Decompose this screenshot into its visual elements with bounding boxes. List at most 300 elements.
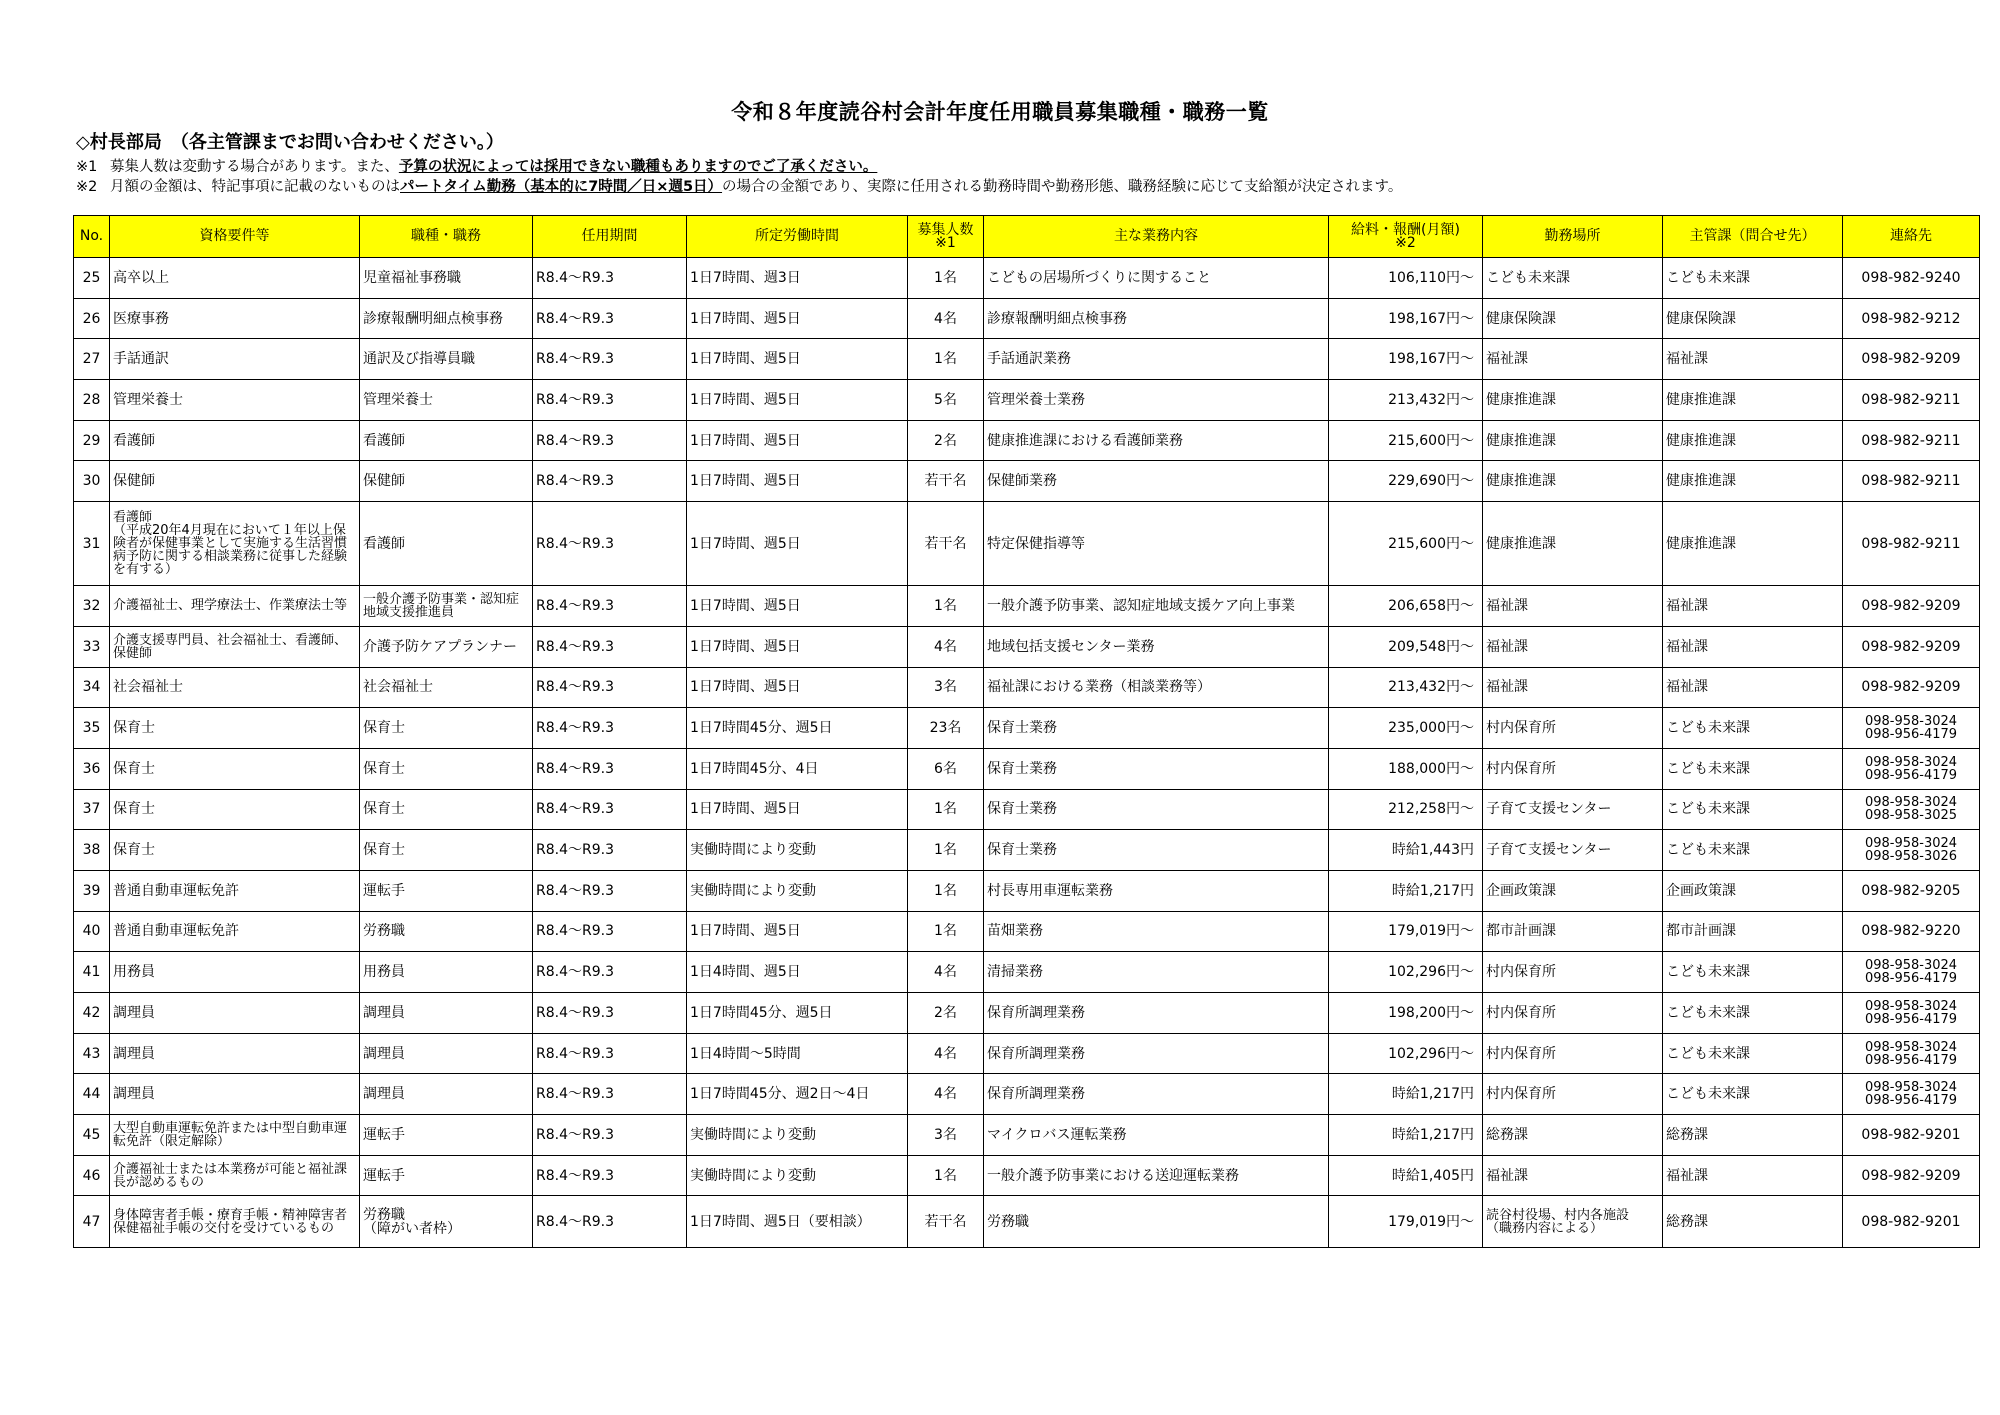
cell-contact: 098-958-3024 098-956-4179	[1843, 708, 1980, 749]
cell-period: R8.4～R9.3	[533, 258, 687, 299]
cell-count: 2名	[908, 993, 984, 1034]
cell-period: R8.4～R9.3	[533, 586, 687, 627]
cell-place: 村内保育所	[1483, 748, 1663, 789]
cell-job: 用務員	[360, 952, 533, 993]
cell-contact: 098-982-9201	[1843, 1196, 1980, 1248]
cell-contact: 098-982-9211	[1843, 380, 1980, 421]
cell-place: 総務課	[1483, 1115, 1663, 1156]
note-2-mark: ※2	[76, 179, 98, 195]
note-1	[76, 155, 877, 176]
cell-contact: 098-982-9209	[1843, 586, 1980, 627]
cell-duties: 福祉課における業務（相談業務等）	[984, 667, 1329, 708]
cell-count: 1名	[908, 586, 984, 627]
table-row	[74, 298, 1980, 339]
cell-no: 39	[74, 870, 110, 911]
table-row	[74, 626, 1980, 667]
cell-qualification: 調理員	[110, 1074, 360, 1115]
cell-no: 28	[74, 380, 110, 421]
cell-dept: こども未来課	[1663, 993, 1843, 1034]
cell-job: 運転手	[360, 1115, 533, 1156]
cell-duties: 保育士業務	[984, 708, 1329, 749]
cell-qualification: 看護師	[110, 420, 360, 461]
cell-duties: 健康推進課における看護師業務	[984, 420, 1329, 461]
cell-hours: 1日7時間45分、週5日	[687, 708, 908, 749]
table-row	[74, 870, 1980, 911]
table-row	[74, 667, 1980, 708]
table-row	[74, 339, 1980, 380]
cell-no: 44	[74, 1074, 110, 1115]
cell-qualification: 身体障害者手帳・療育手帳・精神障害者保健福祉手帳の交付を受けているもの	[110, 1196, 360, 1248]
cell-no: 36	[74, 748, 110, 789]
cell-hours: 1日7時間、週3日	[687, 258, 908, 299]
table-row	[74, 830, 1980, 871]
table-row	[74, 1115, 1980, 1156]
cell-period: R8.4～R9.3	[533, 911, 687, 952]
cell-pay: 時給1,443円	[1329, 830, 1483, 871]
cell-contact: 098-958-3024 098-958-3026	[1843, 830, 1980, 871]
header-place: 勤務場所	[1483, 216, 1663, 258]
cell-period: R8.4～R9.3	[533, 748, 687, 789]
cell-job: 一般介護予防事業・認知症地域支援推進員	[360, 586, 533, 627]
cell-place: 健康推進課	[1483, 380, 1663, 421]
cell-period: R8.4～R9.3	[533, 1033, 687, 1074]
cell-period: R8.4～R9.3	[533, 626, 687, 667]
cell-pay: 時給1,217円	[1329, 1074, 1483, 1115]
cell-count: 3名	[908, 667, 984, 708]
cell-dept: 福祉課	[1663, 339, 1843, 380]
cell-qualification: 管理栄養士	[110, 380, 360, 421]
table-body	[74, 258, 1980, 1248]
cell-hours: 1日4時間～5時間	[687, 1033, 908, 1074]
cell-job: 管理栄養士	[360, 380, 533, 421]
cell-contact: 098-982-9209	[1843, 626, 1980, 667]
cell-duties: 特定保健指導等	[984, 502, 1329, 586]
cell-job: 看護師	[360, 502, 533, 586]
cell-dept: こども未来課	[1663, 789, 1843, 830]
cell-contact: 098-982-9211	[1843, 502, 1980, 586]
cell-count: 若干名	[908, 1196, 984, 1248]
cell-count: 1名	[908, 339, 984, 380]
cell-pay: 179,019円～	[1329, 911, 1483, 952]
cell-qualification: 介護支援専門員、社会福祉士、看護師、保健師	[110, 626, 360, 667]
cell-count: 1名	[908, 870, 984, 911]
table-row	[74, 1033, 1980, 1074]
cell-qualification: 看護師 （平成20年4月現在において１年以上保険者が保健事業として実施する生活習慣病予防に関する相談業務に従事した経験を有する）	[110, 502, 360, 586]
cell-no: 42	[74, 993, 110, 1034]
cell-count: 1名	[908, 1155, 984, 1196]
cell-job: 診療報酬明細点検事務	[360, 298, 533, 339]
cell-count: 5名	[908, 380, 984, 421]
table-row	[74, 461, 1980, 502]
cell-no: 47	[74, 1196, 110, 1248]
cell-job: 保育士	[360, 708, 533, 749]
cell-period: R8.4～R9.3	[533, 1074, 687, 1115]
table-row	[74, 586, 1980, 627]
cell-dept: 福祉課	[1663, 1155, 1843, 1196]
table-row	[74, 380, 1980, 421]
cell-job: 運転手	[360, 870, 533, 911]
cell-dept: こども未来課	[1663, 258, 1843, 299]
cell-pay: 212,258円～	[1329, 789, 1483, 830]
cell-dept: 健康推進課	[1663, 380, 1843, 421]
cell-pay: 198,167円～	[1329, 298, 1483, 339]
cell-pay: 時給1,405円	[1329, 1155, 1483, 1196]
cell-qualification: 保健師	[110, 461, 360, 502]
cell-period: R8.4～R9.3	[533, 830, 687, 871]
cell-hours: 1日7時間、週5日	[687, 789, 908, 830]
note-2-text-b: の場合の金額であり、実際に任用される勤務時間や勤務形態、職務経験に応じて支給額が決定されます。	[722, 179, 1403, 195]
cell-count: 1名	[908, 258, 984, 299]
cell-period: R8.4～R9.3	[533, 1115, 687, 1156]
cell-no: 30	[74, 461, 110, 502]
cell-contact: 098-982-9209	[1843, 339, 1980, 380]
cell-no: 31	[74, 502, 110, 586]
cell-place: 福祉課	[1483, 626, 1663, 667]
cell-place: 福祉課	[1483, 1155, 1663, 1196]
header-hours: 所定労働時間	[687, 216, 908, 258]
cell-period: R8.4～R9.3	[533, 1155, 687, 1196]
cell-qualification: 保育士	[110, 830, 360, 871]
cell-dept: こども未来課	[1663, 748, 1843, 789]
cell-qualification: 普通自動車運転免許	[110, 870, 360, 911]
cell-job: 調理員	[360, 1074, 533, 1115]
cell-count: 4名	[908, 298, 984, 339]
cell-place: 子育て支援センター	[1483, 830, 1663, 871]
table-row	[74, 1155, 1980, 1196]
cell-dept: 総務課	[1663, 1196, 1843, 1248]
cell-pay: 215,600円～	[1329, 502, 1483, 586]
cell-job: 看護師	[360, 420, 533, 461]
cell-count: 1名	[908, 830, 984, 871]
cell-pay: 215,600円～	[1329, 420, 1483, 461]
header-count: 募集人数 ※1	[908, 216, 984, 258]
cell-contact: 098-982-9211	[1843, 420, 1980, 461]
cell-job: 調理員	[360, 1033, 533, 1074]
cell-job: 介護予防ケアプランナー	[360, 626, 533, 667]
cell-hours: 実働時間により変動	[687, 830, 908, 871]
cell-no: 37	[74, 789, 110, 830]
cell-period: R8.4～R9.3	[533, 708, 687, 749]
cell-place: 福祉課	[1483, 667, 1663, 708]
cell-count: 23名	[908, 708, 984, 749]
cell-contact: 098-958-3024 098-958-3025	[1843, 789, 1980, 830]
cell-contact: 098-982-9240	[1843, 258, 1980, 299]
cell-count: 若干名	[908, 502, 984, 586]
cell-contact: 098-982-9209	[1843, 667, 1980, 708]
cell-dept: 企画政策課	[1663, 870, 1843, 911]
table-row	[74, 748, 1980, 789]
cell-count: 1名	[908, 789, 984, 830]
cell-period: R8.4～R9.3	[533, 789, 687, 830]
cell-period: R8.4～R9.3	[533, 380, 687, 421]
table-row	[74, 952, 1980, 993]
cell-qualification: 医療事務	[110, 298, 360, 339]
cell-period: R8.4～R9.3	[533, 952, 687, 993]
cell-qualification: 保育士	[110, 789, 360, 830]
table-row	[74, 1196, 1980, 1248]
cell-hours: 1日7時間、週5日	[687, 339, 908, 380]
cell-hours: 実働時間により変動	[687, 870, 908, 911]
cell-period: R8.4～R9.3	[533, 420, 687, 461]
cell-place: 読谷村役場、村内各施設 （職務内容による）	[1483, 1196, 1663, 1248]
cell-job: 労務職	[360, 911, 533, 952]
cell-place: 福祉課	[1483, 586, 1663, 627]
table-row	[74, 258, 1980, 299]
cell-pay: 229,690円～	[1329, 461, 1483, 502]
note-1-emphasis: 予算の状況によっては採用できない職種もありますのでご了承ください。	[398, 159, 878, 175]
cell-duties: こどもの居場所づくりに関すること	[984, 258, 1329, 299]
table-row	[74, 911, 1980, 952]
cell-place: 企画政策課	[1483, 870, 1663, 911]
cell-no: 45	[74, 1115, 110, 1156]
cell-count: 2名	[908, 420, 984, 461]
cell-qualification: 調理員	[110, 1033, 360, 1074]
cell-job: 保健師	[360, 461, 533, 502]
cell-hours: 1日7時間、週5日	[687, 380, 908, 421]
cell-no: 33	[74, 626, 110, 667]
table-row	[74, 502, 1980, 586]
cell-period: R8.4～R9.3	[533, 502, 687, 586]
cell-dept: 都市計画課	[1663, 911, 1843, 952]
cell-no: 32	[74, 586, 110, 627]
cell-job: 児童福祉事務職	[360, 258, 533, 299]
cell-dept: こども未来課	[1663, 1074, 1843, 1115]
page-title: 令和８年度読谷村会計年度任用職員募集職種・職務一覧	[731, 100, 1269, 124]
cell-duties: 診療報酬明細点検事務	[984, 298, 1329, 339]
cell-duties: 一般介護予防事業、認知症地域支援ケア向上事業	[984, 586, 1329, 627]
note-2-text-a: 月額の金額は、特記事項に記載のないものは	[110, 179, 400, 195]
cell-period: R8.4～R9.3	[533, 461, 687, 502]
cell-qualification: 高卒以上	[110, 258, 360, 299]
cell-hours: 1日7時間45分、4日	[687, 748, 908, 789]
cell-duties: 管理栄養士業務	[984, 380, 1329, 421]
table-row	[74, 420, 1980, 461]
cell-no: 38	[74, 830, 110, 871]
header-duties: 主な業務内容	[984, 216, 1329, 258]
cell-duties: 保育所調理業務	[984, 1033, 1329, 1074]
cell-job: 調理員	[360, 993, 533, 1034]
cell-pay: 213,432円～	[1329, 667, 1483, 708]
cell-dept: 健康推進課	[1663, 461, 1843, 502]
header-pay: 給料・報酬(月額) ※2	[1329, 216, 1483, 258]
cell-hours: 実働時間により変動	[687, 1115, 908, 1156]
cell-no: 29	[74, 420, 110, 461]
recruitment-table	[73, 215, 1980, 1248]
cell-no: 35	[74, 708, 110, 749]
cell-pay: 235,000円～	[1329, 708, 1483, 749]
cell-place: 健康推進課	[1483, 502, 1663, 586]
cell-contact: 098-958-3024 098-956-4179	[1843, 748, 1980, 789]
cell-pay: 102,296円～	[1329, 1033, 1483, 1074]
cell-qualification: 保育士	[110, 708, 360, 749]
cell-dept: こども未来課	[1663, 952, 1843, 993]
cell-job: 保育士	[360, 748, 533, 789]
cell-hours: 1日7時間、週5日（要相談）	[687, 1196, 908, 1248]
cell-count: 6名	[908, 748, 984, 789]
cell-dept: 福祉課	[1663, 626, 1843, 667]
cell-dept: 健康推進課	[1663, 502, 1843, 586]
cell-dept: 総務課	[1663, 1115, 1843, 1156]
header-contact: 連絡先	[1843, 216, 1980, 258]
cell-period: R8.4～R9.3	[533, 993, 687, 1034]
cell-duties: 清掃業務	[984, 952, 1329, 993]
cell-pay: 102,296円～	[1329, 952, 1483, 993]
cell-hours: 1日7時間45分、週5日	[687, 993, 908, 1034]
cell-qualification: 介護福祉士、理学療法士、作業療法士等	[110, 586, 360, 627]
cell-contact: 098-982-9201	[1843, 1115, 1980, 1156]
table-row	[74, 708, 1980, 749]
cell-period: R8.4～R9.3	[533, 870, 687, 911]
cell-qualification: 調理員	[110, 993, 360, 1034]
cell-duties: 保健師業務	[984, 461, 1329, 502]
cell-place: 都市計画課	[1483, 911, 1663, 952]
cell-count: 4名	[908, 1033, 984, 1074]
cell-pay: 198,200円～	[1329, 993, 1483, 1034]
cell-contact: 098-982-9212	[1843, 298, 1980, 339]
cell-pay: 209,548円～	[1329, 626, 1483, 667]
cell-duties: マイクロバス運転業務	[984, 1115, 1329, 1156]
cell-job: 保育士	[360, 830, 533, 871]
note-1-text: 募集人数は変動する場合があります。また、	[110, 159, 399, 175]
cell-duties: 労務職	[984, 1196, 1329, 1248]
cell-no: 26	[74, 298, 110, 339]
cell-place: 健康推進課	[1483, 420, 1663, 461]
cell-job: 通訳及び指導員職	[360, 339, 533, 380]
cell-qualification: 大型自動車運転免許または中型自動車運転免許（限定解除）	[110, 1115, 360, 1156]
cell-hours: 1日4時間、週5日	[687, 952, 908, 993]
table-row	[74, 1074, 1980, 1115]
cell-pay: 188,000円～	[1329, 748, 1483, 789]
cell-hours: 1日7時間、週5日	[687, 626, 908, 667]
cell-place: 村内保育所	[1483, 952, 1663, 993]
cell-duties: 保育士業務	[984, 748, 1329, 789]
note-2	[76, 175, 1402, 196]
cell-pay: 179,019円～	[1329, 1196, 1483, 1248]
cell-qualification: 普通自動車運転免許	[110, 911, 360, 952]
cell-hours: 1日7時間、週5日	[687, 420, 908, 461]
cell-qualification: 保育士	[110, 748, 360, 789]
cell-dept: 健康推進課	[1663, 420, 1843, 461]
cell-duties: 保育士業務	[984, 830, 1329, 871]
cell-place: 子育て支援センター	[1483, 789, 1663, 830]
cell-count: 3名	[908, 1115, 984, 1156]
cell-no: 46	[74, 1155, 110, 1196]
cell-contact: 098-982-9211	[1843, 461, 1980, 502]
section-subtitle: ◇村長部局 （各主管課までお問い合わせください。）	[76, 132, 504, 153]
cell-qualification: 手話通訳	[110, 339, 360, 380]
cell-no: 40	[74, 911, 110, 952]
cell-hours: 1日7時間、週5日	[687, 911, 908, 952]
cell-no: 27	[74, 339, 110, 380]
cell-dept: こども未来課	[1663, 830, 1843, 871]
table-row	[74, 789, 1980, 830]
cell-hours: 1日7時間、週5日	[687, 298, 908, 339]
cell-contact: 098-958-3024 098-956-4179	[1843, 993, 1980, 1034]
cell-qualification: 介護福祉士または本業務が可能と福祉課長が認めるもの	[110, 1155, 360, 1196]
cell-job: 労務職 （障がい者枠）	[360, 1196, 533, 1248]
cell-place: 福祉課	[1483, 339, 1663, 380]
cell-hours: 実働時間により変動	[687, 1155, 908, 1196]
cell-no: 41	[74, 952, 110, 993]
cell-period: R8.4～R9.3	[533, 1196, 687, 1248]
cell-pay: 時給1,217円	[1329, 1115, 1483, 1156]
header-period: 任用期間	[533, 216, 687, 258]
cell-place: 村内保育所	[1483, 1033, 1663, 1074]
cell-no: 25	[74, 258, 110, 299]
cell-contact: 098-982-9205	[1843, 870, 1980, 911]
header-qualification: 資格要件等	[110, 216, 360, 258]
cell-no: 34	[74, 667, 110, 708]
cell-pay: 213,432円～	[1329, 380, 1483, 421]
cell-period: R8.4～R9.3	[533, 667, 687, 708]
cell-place: 健康保険課	[1483, 298, 1663, 339]
cell-hours: 1日7時間、週5日	[687, 667, 908, 708]
cell-job: 社会福祉士	[360, 667, 533, 708]
table-header-row	[74, 216, 1980, 258]
cell-count: 4名	[908, 626, 984, 667]
cell-pay: 時給1,217円	[1329, 870, 1483, 911]
cell-duties: 保育士業務	[984, 789, 1329, 830]
cell-count: 1名	[908, 911, 984, 952]
cell-dept: 福祉課	[1663, 586, 1843, 627]
cell-place: 健康推進課	[1483, 461, 1663, 502]
cell-count: 4名	[908, 952, 984, 993]
header-job: 職種・職務	[360, 216, 533, 258]
cell-place: 村内保育所	[1483, 1074, 1663, 1115]
cell-hours: 1日7時間45分、週2日～4日	[687, 1074, 908, 1115]
cell-qualification: 用務員	[110, 952, 360, 993]
cell-duties: 村長専用車運転業務	[984, 870, 1329, 911]
cell-duties: 一般介護予防事業における送迎運転業務	[984, 1155, 1329, 1196]
cell-place: 村内保育所	[1483, 708, 1663, 749]
cell-duties: 保育所調理業務	[984, 1074, 1329, 1115]
cell-duties: 手話通訳業務	[984, 339, 1329, 380]
cell-period: R8.4～R9.3	[533, 298, 687, 339]
cell-count: 若干名	[908, 461, 984, 502]
cell-pay: 106,110円～	[1329, 258, 1483, 299]
cell-dept: こども未来課	[1663, 708, 1843, 749]
cell-job: 保育士	[360, 789, 533, 830]
cell-place: 村内保育所	[1483, 993, 1663, 1034]
table-row	[74, 993, 1980, 1034]
header-dept: 主管課（問合せ先）	[1663, 216, 1843, 258]
cell-contact: 098-958-3024 098-956-4179	[1843, 952, 1980, 993]
cell-duties: 地域包括支援センター業務	[984, 626, 1329, 667]
cell-hours: 1日7時間、週5日	[687, 586, 908, 627]
cell-count: 4名	[908, 1074, 984, 1115]
header-no: No.	[74, 216, 110, 258]
cell-no: 43	[74, 1033, 110, 1074]
cell-pay: 206,658円～	[1329, 586, 1483, 627]
cell-place: こども未来課	[1483, 258, 1663, 299]
cell-dept: こども未来課	[1663, 1033, 1843, 1074]
cell-pay: 198,167円～	[1329, 339, 1483, 380]
cell-duties: 保育所調理業務	[984, 993, 1329, 1034]
cell-contact: 098-958-3024 098-956-4179	[1843, 1074, 1980, 1115]
cell-dept: 福祉課	[1663, 667, 1843, 708]
cell-period: R8.4～R9.3	[533, 339, 687, 380]
note-2-emphasis: パートタイム勤務（基本的に7時間／日×週5日）	[400, 179, 723, 195]
cell-hours: 1日7時間、週5日	[687, 461, 908, 502]
cell-contact: 098-982-9209	[1843, 1155, 1980, 1196]
cell-job: 運転手	[360, 1155, 533, 1196]
cell-qualification: 社会福祉士	[110, 667, 360, 708]
cell-contact: 098-982-9220	[1843, 911, 1980, 952]
cell-duties: 苗畑業務	[984, 911, 1329, 952]
cell-contact: 098-958-3024 098-956-4179	[1843, 1033, 1980, 1074]
note-1-mark: ※1	[76, 159, 98, 175]
cell-hours: 1日7時間、週5日	[687, 502, 908, 586]
